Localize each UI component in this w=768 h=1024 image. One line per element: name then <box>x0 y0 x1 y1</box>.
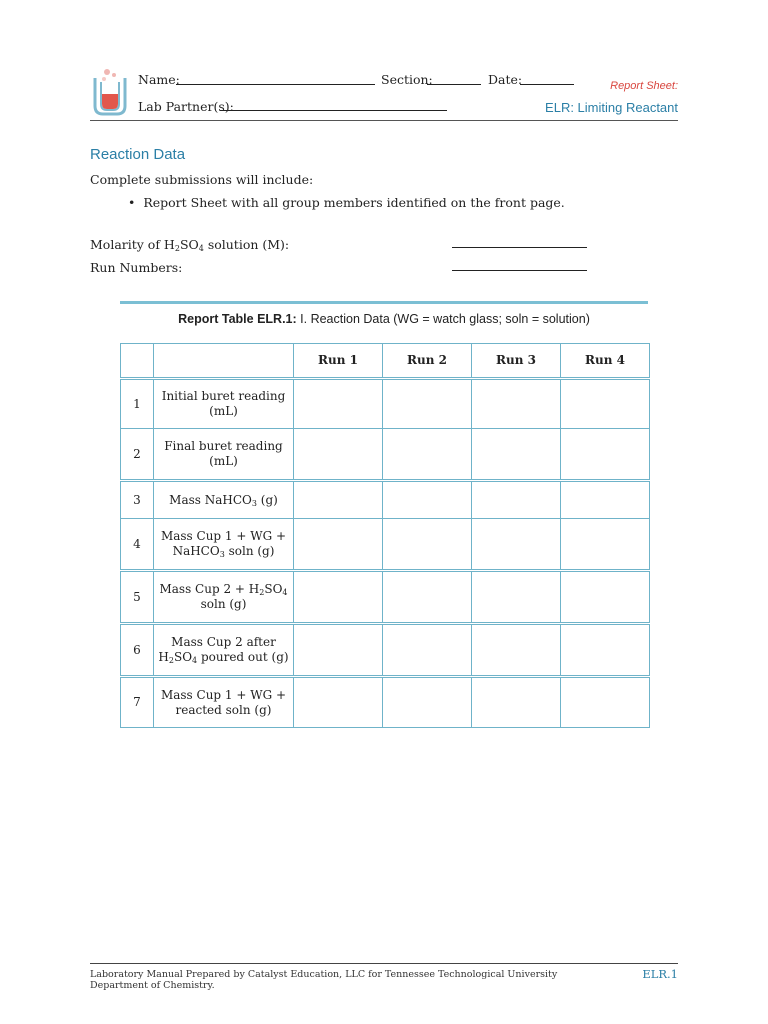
intro-text: Complete submissions will include: <box>90 172 314 187</box>
data-cell[interactable] <box>561 677 650 728</box>
table-row <box>121 429 650 481</box>
table-top-bar <box>120 301 648 304</box>
data-cell[interactable] <box>294 571 383 624</box>
data-cell[interactable] <box>561 624 650 677</box>
section-label: Section: <box>381 72 433 87</box>
row-label: Mass Cup 2 after $H_2SO_4$ poured out (g) <box>154 624 294 677</box>
data-cell[interactable] <box>294 481 383 519</box>
data-cell[interactable] <box>472 429 561 481</box>
data-cell[interactable] <box>472 624 561 677</box>
row-label: Mass Cup 1 + WG + NaHCO$_3$ soln (g) <box>154 519 294 571</box>
date-label: Date: <box>488 72 523 87</box>
name-field[interactable] <box>176 84 375 85</box>
data-cell[interactable] <box>472 519 561 571</box>
bullet-icon: • <box>128 195 136 210</box>
footer-divider <box>90 963 678 964</box>
lab-partner-field[interactable] <box>220 110 447 111</box>
data-cell[interactable] <box>561 429 650 481</box>
data-cell[interactable] <box>472 379 561 429</box>
data-cell[interactable] <box>294 519 383 571</box>
row-number: 3 <box>121 481 154 519</box>
header-cell <box>154 344 294 379</box>
run-numbers-field[interactable] <box>452 270 587 271</box>
row-label: Mass Cup 1 + WG + reacted soln (g) <box>154 677 294 728</box>
data-cell[interactable] <box>561 571 650 624</box>
footer-credit: Laboratory Manual Prepared by Catalyst Education, LLC for Tennessee Technological University Department of Chemistry. <box>90 969 558 991</box>
row-label: Mass Cup $2 + H_2SO_4$ soln (g) <box>154 571 294 624</box>
section-title: Reaction Data <box>90 146 186 163</box>
row-number: 7 <box>121 677 154 728</box>
data-cell[interactable] <box>472 571 561 624</box>
molarity-field[interactable] <box>452 247 587 248</box>
row-label: Mass NaHCO$_3$ (g) <box>154 481 294 519</box>
experiment-title: ELR: Limiting Reactant <box>545 100 678 115</box>
row-label: Initial buret reading (mL) <box>154 379 294 429</box>
data-cell[interactable] <box>383 677 472 728</box>
bullet-text: Report Sheet with all group members identified on the front page. <box>143 195 565 210</box>
table-row <box>121 379 650 429</box>
row-number: 6 <box>121 624 154 677</box>
run-numbers-label: Run Numbers: <box>90 260 183 275</box>
data-cell[interactable] <box>472 481 561 519</box>
header-cell <box>121 344 154 379</box>
data-cell[interactable] <box>294 379 383 429</box>
table-header-row <box>121 344 650 379</box>
table-row <box>121 481 650 519</box>
table-caption: Report Table ELR.1: I. Reaction Data (WG = watch glass; soln = solution) <box>178 312 590 326</box>
header-run-4: Run 4 <box>561 344 650 379</box>
data-cell[interactable] <box>472 677 561 728</box>
data-cell[interactable] <box>561 481 650 519</box>
data-cell[interactable] <box>294 624 383 677</box>
row-number: 5 <box>121 571 154 624</box>
name-label: Name: <box>138 72 180 87</box>
data-cell[interactable] <box>383 379 472 429</box>
data-cell[interactable] <box>383 519 472 571</box>
header-divider <box>90 120 678 121</box>
section-field[interactable] <box>427 84 481 85</box>
data-cell[interactable] <box>383 429 472 481</box>
table-row <box>121 677 650 728</box>
page-number: ELR.1 <box>642 967 678 981</box>
data-cell[interactable] <box>294 429 383 481</box>
row-number: 2 <box>121 429 154 481</box>
table-row <box>121 519 650 571</box>
header-run-1: Run 1 <box>294 344 383 379</box>
reaction-data-table <box>120 343 650 728</box>
header-run-3: Run 3 <box>472 344 561 379</box>
table-row <box>121 571 650 624</box>
bullet-item <box>128 195 565 210</box>
header-run-2: Run 2 <box>383 344 472 379</box>
lab-partner-label: Lab Partner(s): <box>138 99 234 114</box>
molarity-label: Molarity of $H_2SO_4$ solution (M): <box>90 237 290 253</box>
date-field[interactable] <box>520 84 574 85</box>
row-label: Final buret reading (mL) <box>154 429 294 481</box>
data-cell[interactable] <box>383 481 472 519</box>
data-cell[interactable] <box>561 519 650 571</box>
report-sheet-label: Report Sheet: <box>610 80 678 92</box>
data-cell[interactable] <box>383 624 472 677</box>
data-cell[interactable] <box>294 677 383 728</box>
row-number: 1 <box>121 379 154 429</box>
flask-logo <box>92 66 128 118</box>
data-cell[interactable] <box>561 379 650 429</box>
data-cell[interactable] <box>383 571 472 624</box>
table-row <box>121 624 650 677</box>
row-number: 4 <box>121 519 154 571</box>
